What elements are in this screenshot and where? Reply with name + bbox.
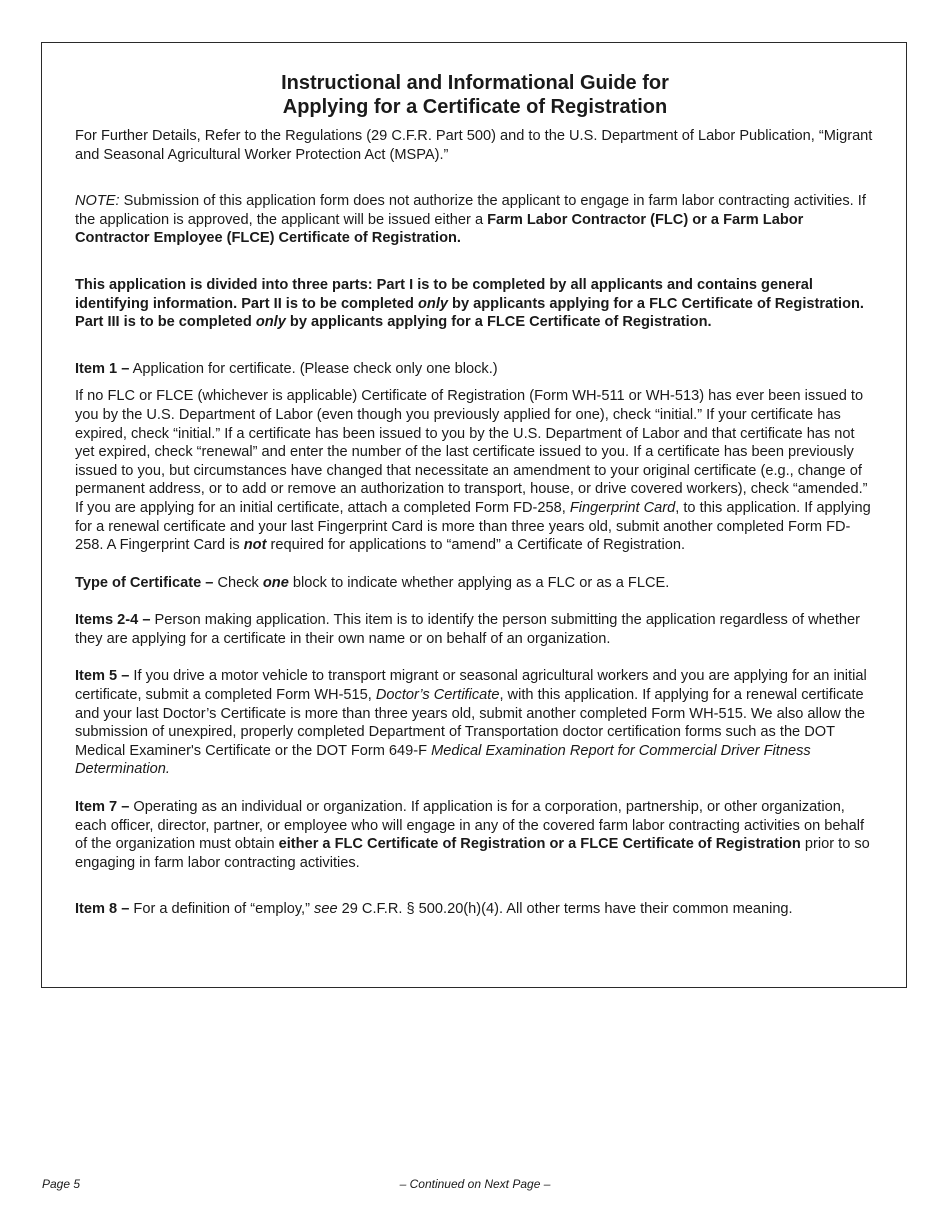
item-1-heading bbox=[75, 360, 875, 379]
note-bold: Farm Labor Contractor (FLC) or a Farm Labor Contractor Employee (FLCE) Certificate of Registration. bbox=[75, 211, 804, 247]
type-text-a: Check bbox=[213, 574, 263, 591]
items-2-4-paragraph bbox=[75, 611, 875, 648]
item-5-text-b: , with this application. If applying for a renewal certificate and your last Doctor’s Certificate is more than three years old, submit another completed Form WH-515. We also allow the submission of unexpired, properly completed Department of Transportation doctor certification forms such as the DOT Medical Examiner's Certificate or the DOT Form 649-F bbox=[75, 687, 866, 759]
parts-text-c: by applicants applying for a FLCE Certificate of Registration. bbox=[285, 314, 712, 331]
item-7-bold: either a FLC Certificate of Registration or a FLCE Certificate of Registration bbox=[278, 836, 801, 853]
doctors-certificate-italic: Doctor’s Certificate bbox=[375, 687, 500, 704]
items-2-4-label: Items 2-4 – bbox=[75, 612, 151, 629]
item-8-label: Item 8 – bbox=[75, 901, 130, 918]
type-text-b: block to indicate whether applying as a FLC or as a FLCE. bbox=[288, 574, 670, 591]
title-line-2: Applying for a Certificate of Registration bbox=[282, 96, 668, 118]
item-7-text-b: prior to so engaging in farm labor contracting activities. bbox=[75, 836, 870, 871]
instructions-box bbox=[41, 42, 907, 988]
type-of-certificate-paragraph bbox=[75, 574, 875, 593]
medical-report-italic: Medical Examination Report for Commercial Driver Fitness Determination. bbox=[75, 742, 811, 778]
parts-text-a: This application is divided into three parts: Part I is to be completed by all applicants and contains general identifying information. Part II is to be completed bbox=[75, 276, 813, 312]
item-5-paragraph bbox=[75, 667, 875, 779]
note-label: NOTE: bbox=[75, 193, 120, 210]
item-1-body-b: , to this application. If applying for a renewal certificate and your last Fingerprint Card is more than three years old, submit another completed Form FD-258. A Fingerprint Card is bbox=[75, 499, 871, 554]
item-8-paragraph bbox=[75, 900, 875, 919]
note-paragraph bbox=[75, 192, 875, 248]
fingerprint-card-italic: Fingerprint Card bbox=[569, 499, 676, 516]
item-5-label: Item 5 – bbox=[75, 668, 130, 685]
item-7-text-a: Operating as an individual or organization. If application is for a corporation, partnership, or other organization, each officer, director, partner, or employee who will engage in any of the covered farm labor contracting activities on behalf of the organization must obtain bbox=[75, 799, 865, 853]
parts-text-b: by applicants applying for a FLC Certificate of Registration. Part III is to be completed bbox=[75, 295, 864, 331]
item-7-label: Item 7 – bbox=[75, 799, 130, 816]
type-of-certificate-label: Type of Certificate – bbox=[75, 574, 214, 591]
not-emphasis: not bbox=[243, 537, 267, 554]
item-5-text-a: If you drive a motor vehicle to transport migrant or seasonal agricultural workers and you are applying for an initial certificate, submit a completed Form WH-515, bbox=[75, 668, 867, 704]
parts-paragraph bbox=[75, 276, 875, 332]
items-2-4-text: Person making application. This item is to identify the person submitting the application regardless of whether they are applying for a certificate in their own name or on behalf of an organization. bbox=[75, 612, 860, 647]
item-1-text: Application for certificate. (Please check only one block.) bbox=[129, 360, 498, 377]
item-7-paragraph bbox=[75, 798, 875, 872]
continued-note: – Continued on Next Page – bbox=[399, 1177, 551, 1191]
item-1-body bbox=[75, 387, 875, 554]
item-1-label: Item 1 – bbox=[75, 360, 130, 377]
instructions-content bbox=[75, 71, 875, 919]
item-1-body-a: If no FLC or FLCE (whichever is applicable) Certificate of Registration (Form WH-511 or WH-513) has ever been issued to you by the U.S. Department of Labor (even though you previously applied for one), check “initial.” If your certificate has expired, check “initial.” If a certificate has been issued to you by the U.S. Department of Labor and that certificate has not yet expired, check “renewal” and enter the number of the last certificate issued to you. If a certificate has been previously issued to you, but circumstances have changed that necessitate an amendment to your original certificate (e.g., change of permanent address, or to add or remove an authorization to transport, house, or drive covered workers), check “amended.” If you are applying for an initial certificate, attach a completed Form FD-258, bbox=[75, 388, 868, 516]
note-text: Submission of this application form does not authorize the applicant to engage in farm labor contracting activities. If the application is approved, the applicant will be issued either a bbox=[75, 193, 866, 228]
page-number: Page 5 bbox=[42, 1177, 81, 1191]
item-8-text-b: 29 C.F.R. § 500.20(h)(4). All other terms have their common meaning. bbox=[337, 901, 793, 918]
item-1-body-c: required for applications to “amend” a Certificate of Registration. bbox=[266, 537, 685, 554]
page-title bbox=[75, 71, 875, 119]
parts-only-2: only bbox=[255, 314, 286, 331]
item-8-text-a: For a definition of “employ,” bbox=[129, 901, 315, 918]
intro-paragraph: For Further Details, Refer to the Regulations (29 C.F.R. Part 500) and to the U.S. Department of Labor Publication, “Migrant and Seasonal Agricultural Worker Protection Act (MSPA).” bbox=[75, 128, 873, 163]
title-line-1: Instructional and Informational Guide for bbox=[281, 72, 669, 94]
see-italic: see bbox=[314, 901, 338, 918]
parts-only-1: only bbox=[417, 295, 448, 312]
one-emphasis: one bbox=[262, 574, 289, 591]
